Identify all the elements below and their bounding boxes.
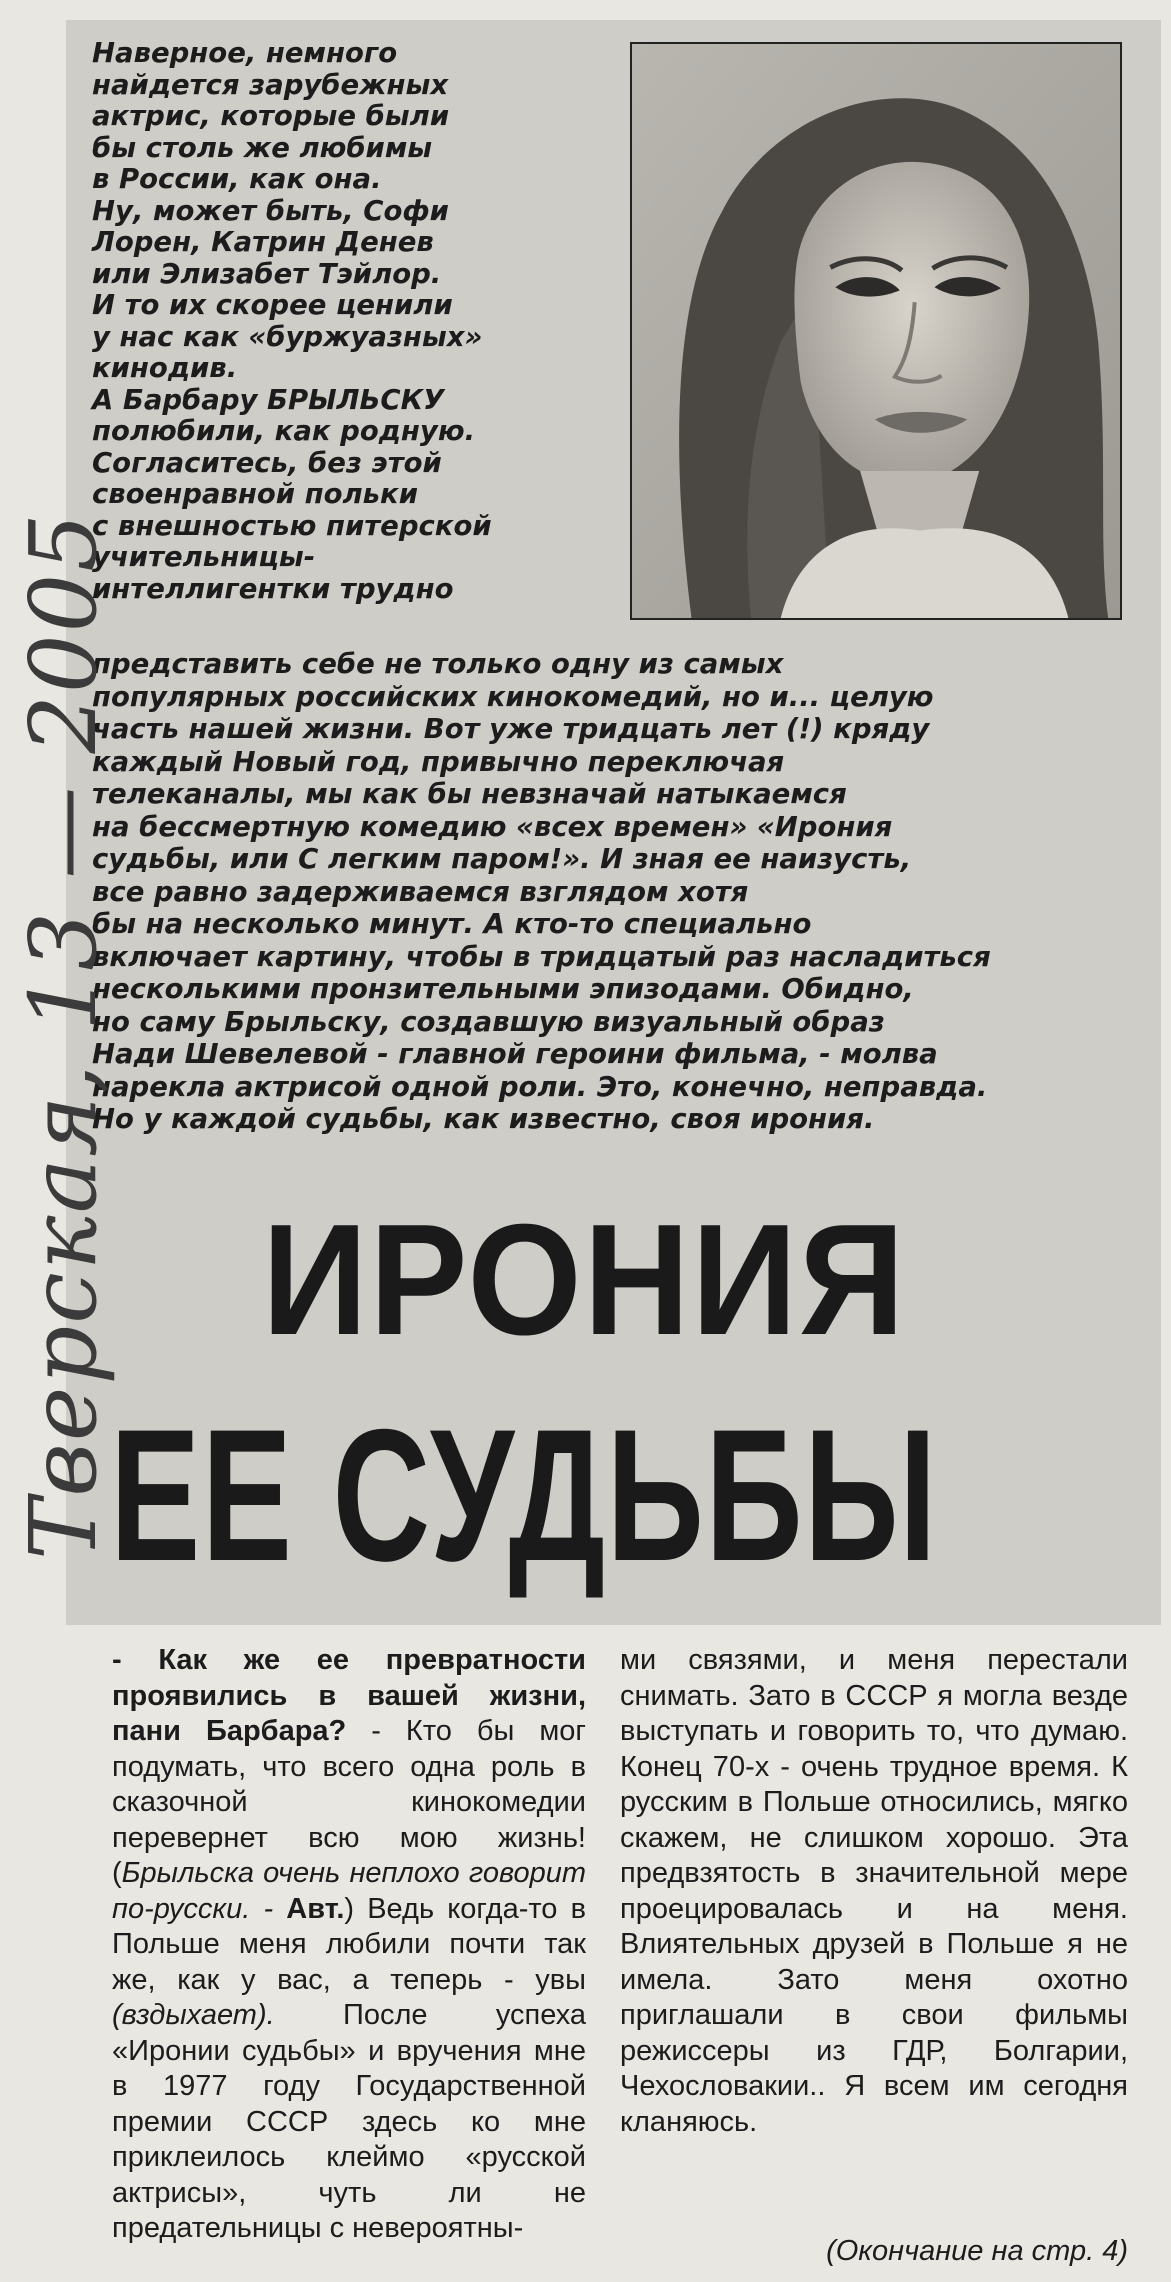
answer-text-end: После успеха «Иронии судьбы» и вручения мне в 1977 году Государственной премии СССР здесь ко мне приклеилось клеймо «русской актрисы», чуть ли не предательницы с невероятны- xyxy=(112,1999,586,2244)
intro-line: в России, как она. xyxy=(92,163,382,195)
headline-line-1: ИРОНИЯ xyxy=(262,1192,907,1368)
intro-line: телеканалы, мы как бы невзначай натыкаемся xyxy=(92,778,847,810)
intro-line: кинодив. xyxy=(92,352,238,384)
intro-line: на бессмертную комедию «всех времен» «Ирония xyxy=(92,810,893,843)
article-column-right xyxy=(620,1643,1128,2140)
intro-line: интеллигентки трудно xyxy=(92,572,454,605)
intro-line: часть нашей жизни. Вот уже тридцать лет (!) кряду xyxy=(92,713,930,745)
author-abbrev: Авт. xyxy=(286,1892,345,1925)
intro-line: Ну, может быть, Софи xyxy=(92,194,449,227)
intro-line: Нади Шевелевой - главной героини фильма, - молва xyxy=(92,1038,938,1070)
answer-text-mid: ) Ведь когда-то в Польше меня любили почти так же, как у вас, а теперь - увы xyxy=(112,1892,586,1996)
intro-line: бы на несколько минут. А кто-то специально xyxy=(92,908,812,940)
intro-line: И то их скорее ценили xyxy=(92,289,453,321)
intro-paragraph-wide xyxy=(92,648,1127,1136)
intro-line: все равно задерживаемся взглядом хотя xyxy=(92,875,749,908)
intro-line: актрис, которые были xyxy=(92,100,450,132)
intro-line: Наверное, немного xyxy=(92,37,398,69)
author-aside: Брыльска очень неплохо говорит по-русски. - xyxy=(112,1857,586,1925)
intro-line: с внешностью питерской xyxy=(92,509,492,542)
intro-line: у нас как «буржуазных» xyxy=(92,320,483,353)
intro-line: Лорен, Катрин Денев xyxy=(92,226,434,258)
intro-paragraph-narrow xyxy=(92,38,612,605)
intro-line: Но у каждой судьбы, как известно, своя ирония. xyxy=(92,1103,875,1135)
continued-note: (Окончание на стр. 4) xyxy=(826,2235,1128,2267)
intro-line: учительницы- xyxy=(92,541,316,573)
actress-portrait-photo xyxy=(630,42,1122,620)
answer-continuation: ми связями, и меня перестали снимать. Зато в СССР я могла везде выступать и говорить то, что думаю. Конец 70-х - очень трудное время. К русским в Польше относились, мягко скажем, не слишком хорошо. Эта предвзятость в значительной мере проецировалась и на меня. Влиятельных друзей в Польше я не имела. Зато меня охотно приглашали в свои фильмы режиссеры из ГДР, Болгарии, Чехословакии.. Я всем им сегодня кланяюсь. xyxy=(620,1644,1128,2138)
stage-direction: (вздыхает). xyxy=(112,1999,275,2031)
intro-line: представить себе не только одну из самых xyxy=(92,648,784,680)
portrait-illustration xyxy=(632,44,1120,618)
intro-line: А Барбару БРЫЛЬСКУ xyxy=(92,383,445,416)
intro-line: нарекла актрисой одной роли. Это, конечно, неправда. xyxy=(92,1070,988,1103)
intro-line: или Элизабет Тэйлор. xyxy=(92,257,442,290)
intro-line: бы столь же любимы xyxy=(92,131,433,164)
intro-line: судьбы, или С легким паром!». И зная ее наизусть, xyxy=(92,843,912,875)
intro-line: несколькими пронзительными эпизодами. Обидно, xyxy=(92,973,914,1005)
intro-line: популярных российских кинокомедий, но и... целую xyxy=(92,680,934,713)
intro-line: Согласитесь, без этой xyxy=(92,446,442,479)
intro-line: включает картину, чтобы в тридцатый раз насладиться xyxy=(92,940,991,973)
intro-line: но саму Брыльску, создавшую визуальный образ xyxy=(92,1005,885,1038)
interview-question: - Как же ее превратности проявились в вашей жизни, пани Барбара? xyxy=(112,1644,586,1747)
headline-line-2: ЕЕ СУДЬБЫ xyxy=(110,1390,938,1600)
handwritten-annotation: Тверская, 13 — 2005 xyxy=(10,511,117,1560)
article-column-left xyxy=(112,1643,586,2247)
intro-line: каждый Новый год, привычно переключая xyxy=(92,745,785,778)
intro-line: полюбили, как родную. xyxy=(92,415,476,447)
answer-text-start: - Кто бы мог подумать, что всего одна роль в сказочной кинокомедии перевернет всю мою жизнь! ( xyxy=(112,1715,586,1889)
intro-line: своенравной польки xyxy=(92,478,418,510)
intro-line: найдется зарубежных xyxy=(92,68,449,101)
